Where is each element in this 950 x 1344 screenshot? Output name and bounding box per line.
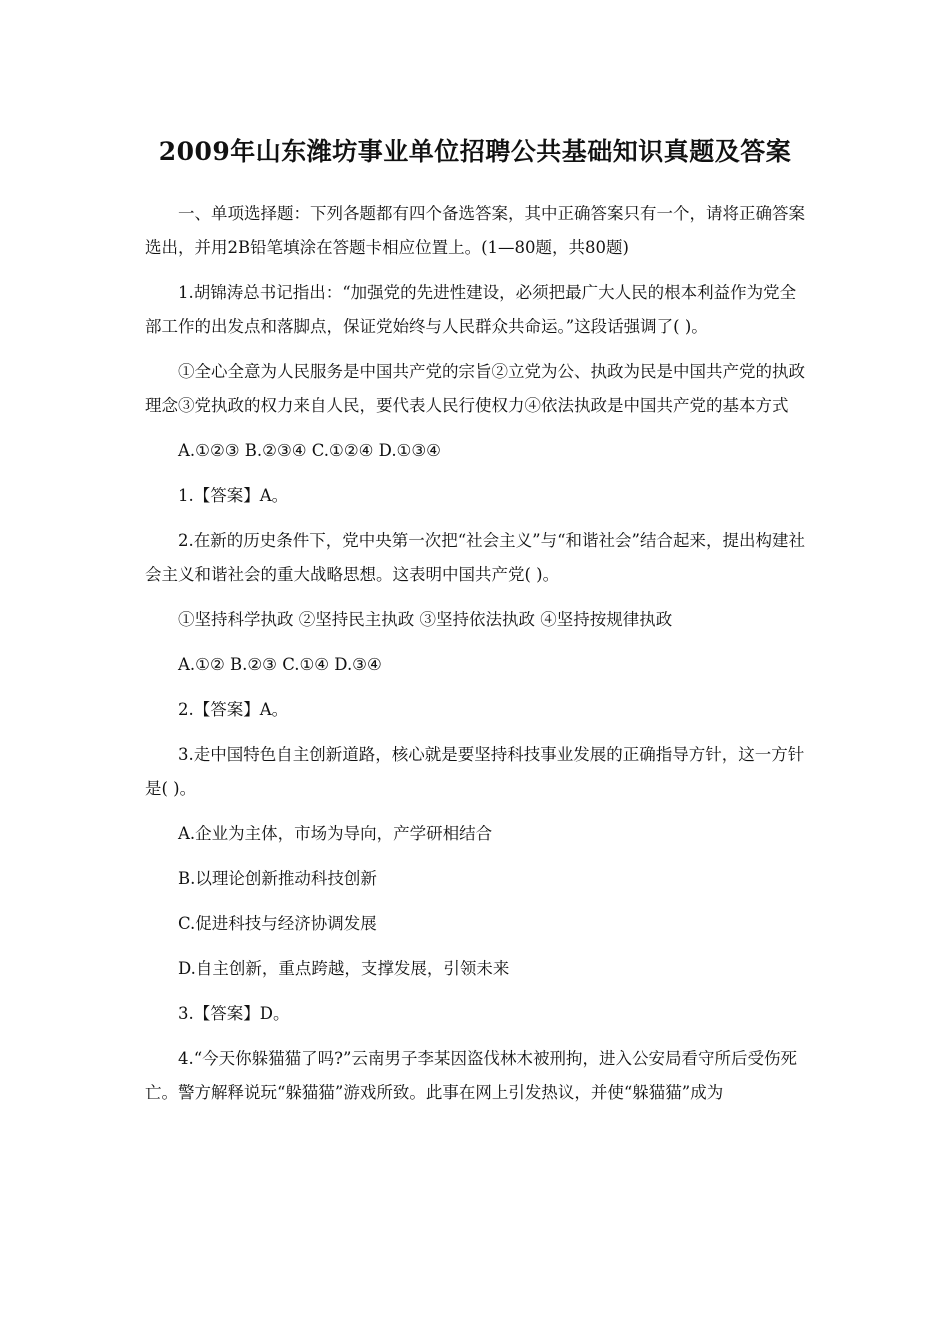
document-title: 2009年山东潍坊事业单位招聘公共基础知识真题及答案 — [158, 137, 792, 166]
question-2-statements: ①坚持科学执政 ②坚持民主执政 ③坚持依法执政 ④坚持按规律执政 — [178, 610, 673, 629]
question-2-answer: 2.【答案】A。 — [178, 700, 289, 719]
question-1-stem: 1.胡锦涛总书记指出：“加强党的先进性建设，必须把最广大人民的根本利益作为党全部工作的出发点和落脚点，保证党始终与人民群众共命运。”这段话强调了( )。 — [145, 283, 797, 336]
question-1-answer: 1.【答案】A。 — [178, 486, 289, 505]
document-body — [145, 197, 805, 1121]
question-3-answer: 3.【答案】D。 — [178, 1004, 290, 1023]
question-2-stem: 2.在新的历史条件下，党中央第一次把“社会主义”与“和谐社会”结合起来，提出构建社会主义和谐社会的重大战略思想。这表明中国共产党( )。 — [145, 531, 805, 584]
section-instructions: 一、单项选择题：下列各题都有四个备选答案，其中正确答案只有一个，请将正确答案选出，并用2B铅笔填涂在答题卡相应位置上。(1—80题，共80题) — [145, 204, 805, 257]
question-3-option-d: D.自主创新，重点跨越，支撑发展，引领未来 — [178, 959, 510, 978]
question-3-option-a: A.企业为主体，市场为导向，产学研相结合 — [178, 824, 493, 843]
question-2-options: A.①② B.②③ C.①④ D.③④ — [178, 655, 382, 674]
question-3-option-c: C.促进科技与经济协调发展 — [178, 914, 377, 933]
question-4-stem: 4.“今天你躲猫猫了吗?”云南男子李某因盗伐林木被刑拘，进入公安局看守所后受伤死亡。警方解释说玩“躲猫猫”游戏所致。此事在网上引发热议，并使“躲猫猫”成为 — [145, 1049, 797, 1102]
question-1-options: A.①②③ B.②③④ C.①②④ D.①③④ — [178, 441, 441, 460]
question-1-statements: ①全心全意为人民服务是中国共产党的宗旨②立党为公、执政为民是中国共产党的执政理念③党执政的权力来自人民，要代表人民行使权力④依法执政是中国共产党的基本方式 — [145, 362, 805, 415]
question-3-option-b: B.以理论创新推动科技创新 — [178, 869, 377, 888]
question-3-stem: 3.走中国特色自主创新道路，核心就是要坚持科技事业发展的正确指导方针，这一方针是( )。 — [145, 745, 805, 798]
